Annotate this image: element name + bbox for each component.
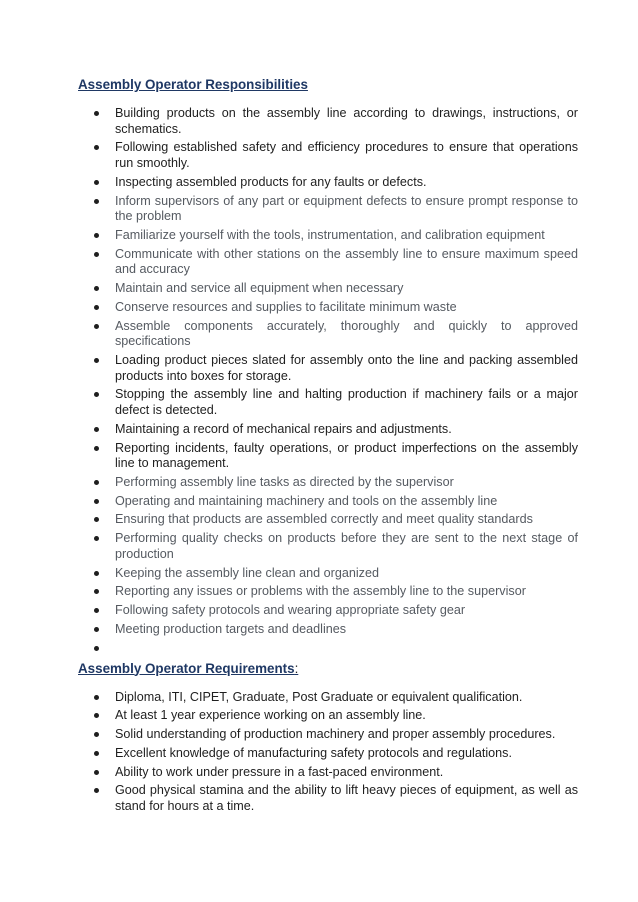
- requirements-heading-colon: :: [294, 660, 299, 676]
- list-item-text: Keeping the assembly line clean and organized: [115, 565, 379, 580]
- list-item: [78, 690, 578, 706]
- requirements-heading: [78, 660, 578, 678]
- bullet-icon: [94, 392, 99, 397]
- bullet-icon: [94, 770, 99, 775]
- bullet-icon: [94, 233, 99, 238]
- list-item-text: Solid understanding of production machinery and proper assembly procedures.: [115, 727, 556, 742]
- responsibilities-list: [78, 106, 578, 656]
- list-item: [78, 300, 578, 316]
- list-item-text: Communicate with other stations on the assembly line to ensure maximum speed and accuracy: [115, 246, 578, 277]
- list-item: [78, 194, 578, 225]
- list-item: [78, 603, 578, 619]
- responsibilities-heading-text: Assembly Operator Responsibilities: [78, 77, 308, 92]
- list-item-text: Excellent knowledge of manufacturing safety protocols and regulations.: [115, 745, 512, 760]
- bullet-icon: [94, 324, 99, 329]
- list-item: [78, 228, 578, 244]
- list-item: [78, 475, 578, 491]
- list-item: [78, 140, 578, 171]
- list-item-text: Performing quality checks on products before they are sent to the next stage of production: [115, 531, 578, 561]
- list-item-text: Following safety protocols and wearing appropriate safety gear: [115, 603, 466, 618]
- list-item-text: Maintaining a record of mechanical repairs and adjustments.: [115, 421, 452, 436]
- list-item-text: Reporting incidents, faulty operations, or product imperfections on the assembly line to management.: [115, 440, 578, 471]
- list-item: [78, 422, 578, 438]
- list-item: [78, 387, 578, 418]
- list-item-text: Operating and maintaining machinery and tools on the assembly line: [115, 493, 498, 508]
- bullet-icon: [94, 427, 99, 432]
- bullet-icon: [94, 199, 99, 204]
- list-item: [78, 494, 578, 510]
- bullet-icon: [94, 646, 99, 651]
- list-item: [78, 783, 578, 814]
- bullet-icon: [94, 517, 99, 522]
- list-item-text: Meeting production targets and deadlines: [115, 621, 347, 636]
- list-item-text: Maintain and service all equipment when necessary: [115, 281, 404, 296]
- list-item-text: Familiarize yourself with the tools, instrumentation, and calibration equipment: [115, 227, 545, 242]
- bullet-icon: [94, 499, 99, 504]
- list-item: [78, 708, 578, 724]
- list-item: [78, 319, 578, 350]
- list-item-text: [115, 641, 578, 657]
- bullet-icon: [94, 589, 99, 594]
- list-item-text: Good physical stamina and the ability to lift heavy pieces of equipment, as well as stand for hours at a time.: [115, 783, 578, 814]
- list-item-text: At least 1 year experience working on an assembly line.: [115, 708, 426, 723]
- list-item-text: Assemble components accurately, thoroughly and quickly to approved specifications: [115, 318, 578, 349]
- list-item: [78, 641, 578, 657]
- bullet-icon: [94, 571, 99, 576]
- list-item: [78, 106, 578, 137]
- list-item: [78, 512, 578, 528]
- list-item: [78, 584, 578, 600]
- list-item: [78, 281, 578, 297]
- bullet-icon: [94, 305, 99, 310]
- list-item-text: Conserve resources and supplies to facilitate minimum waste: [115, 299, 457, 314]
- list-item: [78, 441, 578, 472]
- bullet-icon: [94, 252, 99, 257]
- bullet-icon: [94, 111, 99, 116]
- requirements-heading-text: Assembly Operator Requirements: [78, 660, 295, 676]
- list-item-text: Performing assembly line tasks as directed by the supervisor: [115, 474, 454, 489]
- list-item-text: Loading product pieces slated for assembly onto the line and packing assembled products into boxes for storage.: [115, 353, 578, 383]
- bullet-icon: [94, 286, 99, 291]
- list-item-text: Diploma, ITI, CIPET, Graduate, Post Graduate or equivalent qualification.: [115, 689, 523, 704]
- responsibilities-heading: [78, 76, 578, 94]
- bullet-icon: [94, 145, 99, 150]
- bullet-icon: [94, 358, 99, 363]
- list-item-text: Ensuring that products are assembled correctly and meet quality standards: [115, 512, 533, 527]
- list-item-text: Stopping the assembly line and halting production if machinery fails or a major defect is detected.: [115, 387, 578, 417]
- bullet-icon: [94, 788, 99, 793]
- bullet-icon: [94, 695, 99, 700]
- bullet-icon: [94, 732, 99, 737]
- list-item-text: Following established safety and efficiency procedures to ensure that operations run smoothly.: [115, 140, 578, 170]
- list-item: [78, 175, 578, 191]
- bullet-icon: [94, 536, 99, 541]
- list-item: [78, 247, 578, 278]
- list-item: [78, 531, 578, 562]
- list-item-text: Inform supervisors of any part or equipment defects to ensure prompt response to the problem: [115, 193, 578, 224]
- document-page: [78, 76, 578, 818]
- list-item: [78, 353, 578, 384]
- list-item: [78, 746, 578, 762]
- bullet-icon: [94, 480, 99, 485]
- bullet-icon: [94, 180, 99, 185]
- bullet-icon: [94, 608, 99, 613]
- list-item-text: Reporting any issues or problems with the assembly line to the supervisor: [115, 584, 526, 599]
- bullet-icon: [94, 627, 99, 632]
- list-item: [78, 566, 578, 582]
- requirements-list: [78, 690, 578, 815]
- list-item-text: Building products on the assembly line according to drawings, instructions, or schematics.: [115, 106, 578, 136]
- list-item: [78, 765, 578, 781]
- bullet-icon: [94, 713, 99, 718]
- bullet-icon: [94, 446, 99, 451]
- list-item-text: Ability to work under pressure in a fast-paced environment.: [115, 764, 444, 779]
- bullet-icon: [94, 751, 99, 756]
- list-item: [78, 622, 578, 638]
- list-item-text: Inspecting assembled products for any faults or defects.: [115, 174, 427, 189]
- list-item: [78, 727, 578, 743]
